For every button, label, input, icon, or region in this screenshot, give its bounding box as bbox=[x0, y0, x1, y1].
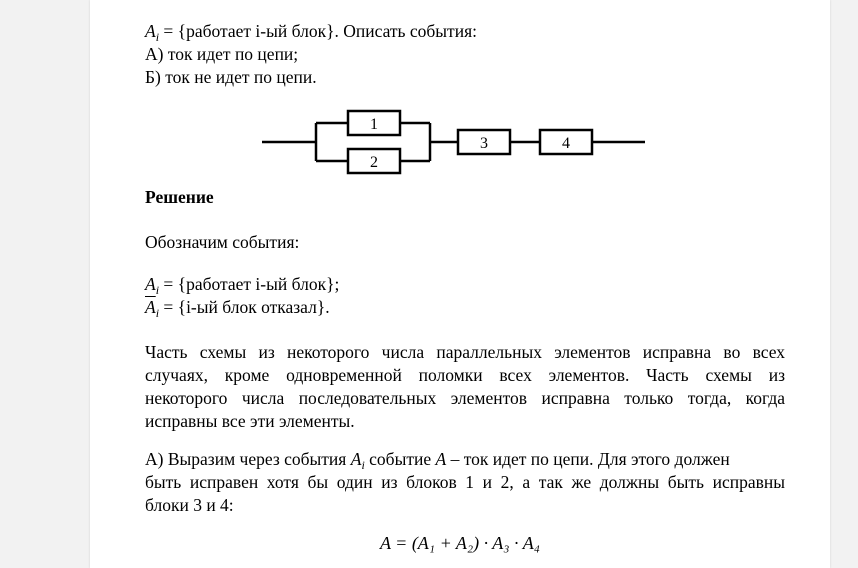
math-var: A bbox=[350, 449, 362, 469]
formula: A = (A₁ + A₂) · A₃ · A₄ bbox=[380, 533, 540, 553]
block-1-label: 1 bbox=[370, 116, 378, 133]
math-subscript: i bbox=[155, 283, 160, 297]
math-var-complement: $\overline{A}$ bbox=[145, 297, 156, 317]
text-segment: – ток идет по цепи. Для этого должен bbox=[446, 449, 730, 469]
circuit-diagram bbox=[260, 105, 660, 185]
math-subscript: i bbox=[361, 458, 365, 472]
block-2-label: 2 bbox=[370, 154, 378, 171]
paragraph-2-line-3: блоки 3 и 4: bbox=[145, 495, 234, 515]
document-page bbox=[90, 0, 830, 568]
denote-line: Обозначим события: bbox=[145, 232, 300, 252]
math-var: A bbox=[435, 449, 447, 469]
definition-line-2 bbox=[145, 296, 785, 325]
math-var: A bbox=[145, 21, 156, 41]
paragraph-2-line-2: быть исправен хотя бы один из блоков 1 и 2, а так же должны быть исправны bbox=[145, 472, 785, 492]
problem-line-3: Б) ток не идет по цепи. bbox=[145, 67, 317, 87]
block-3-label: 3 bbox=[480, 135, 488, 152]
block-4-label: 4 bbox=[562, 135, 570, 152]
text-segment: событие bbox=[364, 449, 436, 469]
paragraph-line: некоторого числа последовательных элементов исправна только тогда, когда bbox=[145, 388, 785, 408]
problem-text: = {работает i-ый блок}. Описать события: bbox=[159, 21, 477, 41]
problem-line-2: А) ток идет по цепи; bbox=[145, 44, 299, 64]
solution-heading: Решение bbox=[145, 187, 214, 207]
math-var: A bbox=[145, 274, 156, 294]
definition-text: = {работает i-ый блок}; bbox=[159, 274, 340, 294]
definition-text: = {i-ый блок отказал}. bbox=[159, 297, 330, 317]
text-segment: А) Выразим через события bbox=[145, 449, 351, 469]
math-subscript: i bbox=[155, 30, 160, 44]
paragraph-line: Часть схемы из некоторого числа параллельных элементов исправна во всех bbox=[145, 342, 785, 362]
paragraph-line: исправны все эти элементы. bbox=[145, 411, 355, 431]
math-subscript: i bbox=[155, 306, 160, 320]
paragraph-line: случаях, кроме одновременной поломки всех элементов. Часть схемы из bbox=[145, 365, 785, 385]
